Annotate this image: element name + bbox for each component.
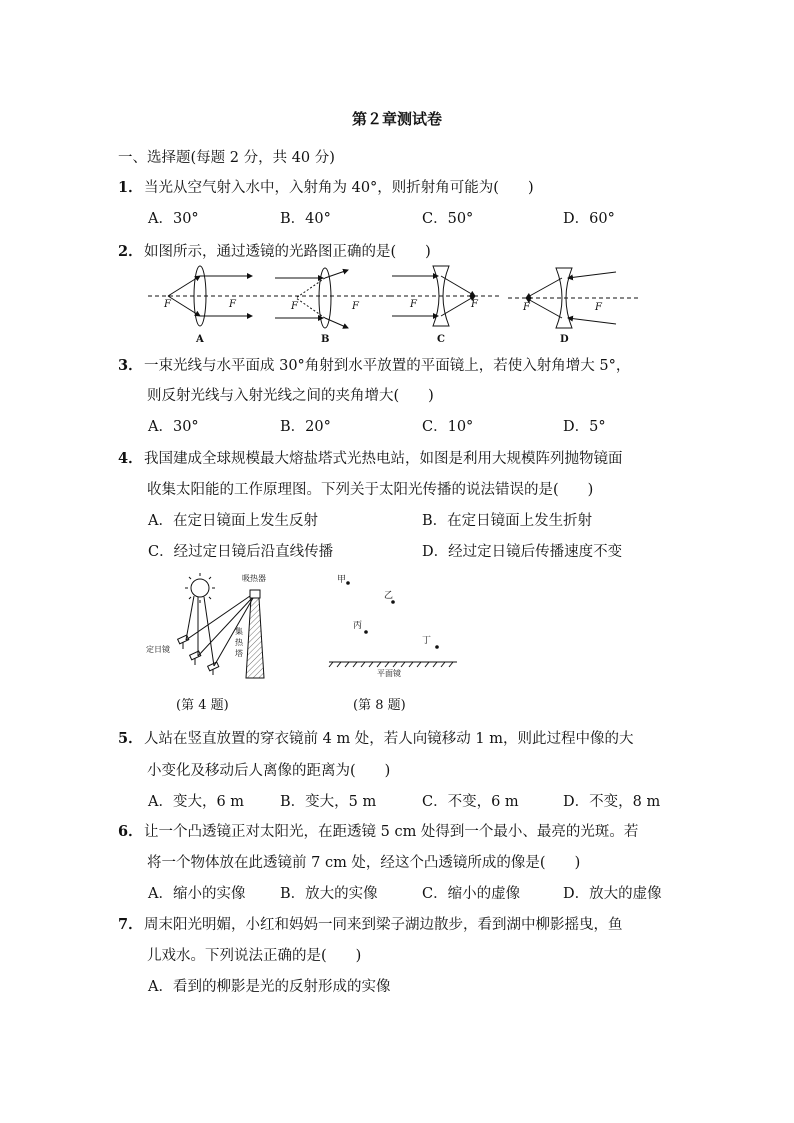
question-3: [118, 354, 630, 375]
ray: [168, 276, 200, 296]
diagram-label-a: A: [196, 334, 204, 345]
question-text: 让一个凸透镜正对太阳光，在距透镜 5 cm 处得到一个最小、最亮的光斑。若: [144, 824, 639, 840]
diagram-label-c: C: [437, 334, 445, 345]
label-ding: 丁: [422, 636, 432, 646]
option-c: C．10°: [422, 419, 474, 435]
label-yi: 乙: [384, 591, 394, 601]
question-text: 周末阳光明媚，小红和妈妈一同来到梁子湖边散步，看到湖中柳影摇曳，鱼: [144, 917, 623, 933]
focus-label: F: [229, 299, 236, 310]
label-jia: 甲: [337, 575, 347, 585]
ray: [568, 318, 616, 324]
option-d: D．经过定日镜后传播速度不变: [422, 544, 623, 560]
option-a: A．30°: [148, 419, 199, 435]
tower-label: 集: [235, 627, 243, 636]
ray: [168, 296, 200, 316]
option-c: C．经过定日镜后沿直线传播: [148, 544, 334, 560]
diagram-label-b: B: [321, 334, 330, 345]
question-text-cont: 则反射光线与入射光线之间的夹角增大( ): [147, 388, 434, 404]
option-a: A．看到的柳影是光的反射形成的实像: [148, 979, 391, 995]
ray: [441, 296, 475, 316]
question-number: 4．: [118, 450, 143, 467]
mirror-points-figure: [325, 570, 465, 680]
focus-label: F: [291, 301, 298, 312]
option-d: D．60°: [563, 211, 615, 227]
option-c: C．50°: [422, 211, 474, 227]
label-bing: 丙: [353, 621, 363, 631]
question-text: 一束光线与水平面成 30°角射到水平放置的平面镜上，若使入射角增大 5°，: [144, 358, 631, 374]
point-jia: [346, 581, 350, 585]
section-heading: 一、选择题(每题 2 分，共 40 分): [118, 150, 335, 166]
heliostat-label: 定日镜: [146, 645, 170, 654]
mirror-label: 平面镜: [377, 669, 401, 678]
lens-diagrams: [140, 264, 660, 346]
focus-label: F: [352, 301, 359, 312]
option-b: B．20°: [280, 419, 331, 435]
figure-4-caption: (第 4 题): [176, 698, 229, 713]
diagram-label-d: D: [560, 334, 569, 345]
question-number: 5．: [118, 730, 143, 747]
ray: [441, 276, 475, 296]
ray: [526, 298, 562, 318]
question-text-cont: 将一个物体放在此透镜前 7 cm 处，经这个凸透镜所成的像是( ): [147, 855, 581, 871]
option-a: A．变大，6 m: [148, 794, 245, 810]
option-b: B．在定日镜面上发生折射: [422, 513, 593, 529]
option-d: D．5°: [563, 419, 606, 435]
question-5: [118, 727, 634, 748]
question-text: 我国建成全球规模最大熔盐塔式光热电站，如图是利用大规模阵列抛物镜面: [144, 451, 623, 467]
sun-icon: [191, 579, 209, 597]
receiver: [250, 590, 260, 598]
focus-label: F: [410, 299, 417, 310]
ray-extension: [296, 298, 325, 318]
ray: [526, 278, 562, 298]
point-ding: [435, 645, 439, 649]
focus-label: F: [523, 302, 530, 313]
ray-extension: [296, 278, 325, 298]
question-text-cont: 儿戏水。下列说法正确的是( ): [147, 948, 362, 964]
option-b: B．40°: [280, 211, 331, 227]
question-number: 2．: [118, 243, 143, 260]
question-text: 如图所示，通过透镜的光路图正确的是( ): [144, 244, 431, 260]
question-1: [118, 176, 534, 197]
question-text: 当光从空气射入水中，入射角为 40°，则折射角可能为( ): [144, 180, 534, 196]
mirror-hatching: [329, 662, 453, 667]
solar-tower-figure: [142, 568, 282, 680]
question-6: [118, 820, 638, 841]
question-number: 1．: [118, 179, 143, 196]
tower-label: 热: [235, 638, 243, 647]
focus-label: F: [471, 299, 478, 310]
sun-ray: [204, 597, 214, 666]
question-text: 人站在竖直放置的穿衣镜前 4 m 处，若人向镜移动 1 m，则此过程中像的大: [144, 731, 634, 747]
question-7: [118, 913, 623, 934]
ray: [568, 272, 616, 278]
question-number: 3．: [118, 357, 143, 374]
question-4: [118, 447, 623, 468]
sun-ray: [186, 596, 194, 640]
question-number: 7．: [118, 916, 143, 933]
option-b: B．变大，5 m: [280, 794, 377, 810]
question-number: 6．: [118, 823, 143, 840]
option-d: D．放大的虚像: [563, 886, 662, 902]
option-a: A．30°: [148, 211, 199, 227]
option-d: D．不变，8 m: [563, 794, 661, 810]
page-title: 第２章测试卷: [351, 110, 442, 128]
sun-rays: [185, 573, 215, 603]
option-c: C．不变，6 m: [422, 794, 519, 810]
figure-8-caption: (第 8 题): [353, 698, 406, 713]
receiver-label: 吸热器: [242, 574, 266, 583]
focus-label: F: [595, 302, 602, 313]
option-a: A．在定日镜面上发生反射: [148, 513, 318, 529]
option-c: C．缩小的虚像: [422, 886, 521, 902]
point-bing: [364, 630, 368, 634]
question-text-cont: 小变化及移动后人离像的距离为( ): [147, 763, 391, 779]
question-text-cont: 收集太阳能的工作原理图。下列关于太阳光传播的说法错误的是( ): [147, 482, 594, 498]
tower-label: 塔: [235, 649, 243, 658]
focus-label: F: [164, 299, 171, 310]
option-a: A．缩小的实像: [148, 886, 246, 902]
option-b: B．放大的实像: [280, 886, 378, 902]
question-2: [118, 240, 431, 261]
tower: [246, 598, 264, 678]
